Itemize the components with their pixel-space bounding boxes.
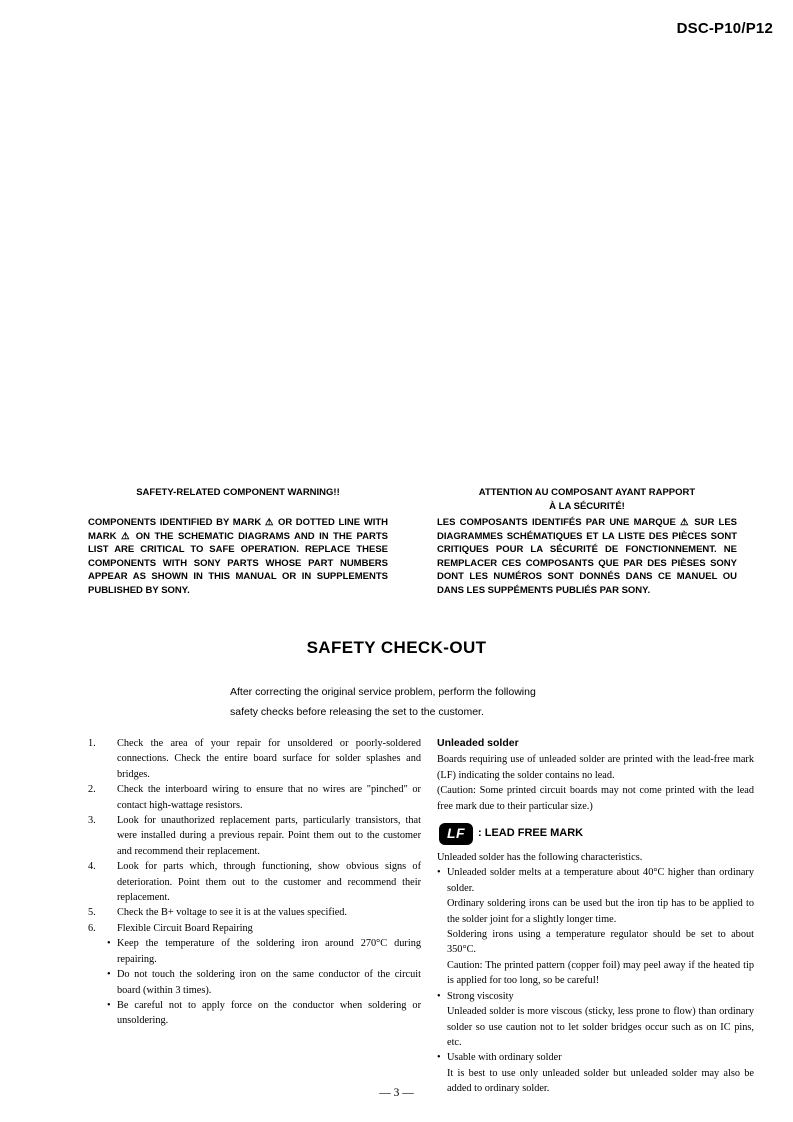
bullet-text: Be careful not to apply force on the conductor when soldering or unsoldering. bbox=[117, 999, 421, 1027]
item-number: 4. bbox=[88, 861, 96, 873]
check-item-6-bullet-1 bbox=[88, 936, 421, 967]
warning-body-en: COMPONENTS IDENTIFIED BY MARK ⚠ OR DOTTED LINE WITH MARK ⚠ ON THE SCHEMATIC DIAGRAMS AND IN THE PARTS LIST ARE CRITICAL TO SAFE OPERATION. REPLACE THESE COMPONENTS WITH SONY PARTS WHOSE PART NUMBERS APPEAR AS SHOWN IN THIS MANUAL OR IN SUPPLEMENTS PUBLISHED BY SONY. bbox=[88, 517, 388, 596]
lead-free-mark-icon: LF bbox=[439, 823, 473, 845]
check-item-2 bbox=[88, 782, 421, 813]
section-title-safety-check-out: SAFETY CHECK-OUT bbox=[306, 638, 487, 657]
model-number: DSC-P10/P12 bbox=[676, 20, 773, 37]
bullet-line: Soldering irons using a temperature regulator should be set to about 350°C. bbox=[447, 929, 754, 956]
warning-title-en: SAFETY-RELATED COMPONENT WARNING!! bbox=[136, 487, 340, 498]
item-text: Look for parts which, through functioning, show obvious signs of deterioration. Point them out to the customer and recommend their replacement. bbox=[117, 861, 421, 904]
lead-free-mark-row bbox=[439, 823, 754, 845]
check-item-5 bbox=[88, 905, 421, 920]
item-number: 1. bbox=[88, 738, 96, 749]
item-text: Check the area of your repair for unsoldered or poorly-soldered connections. Check the entire board surface for solder splashes and bridges. bbox=[117, 738, 421, 780]
unleaded-solder-section bbox=[437, 736, 754, 1097]
checkout-intro bbox=[230, 682, 536, 722]
bullet-line: Strong viscosity bbox=[447, 990, 514, 1002]
item-number: 3. bbox=[88, 815, 96, 827]
bullet-line: Ordinary soldering irons can be used but the iron tip has to be applied to the solder joint for a slightly longer time. bbox=[447, 898, 754, 925]
lead-free-mark-label: : LEAD FREE MARK bbox=[478, 827, 584, 840]
check-item-4 bbox=[88, 859, 421, 905]
bullet-line: Unleaded solder is more viscous (sticky, less prone to flow) than ordinary solder so use caution not to let solder bridges occur such as on IC pins, etc. bbox=[447, 1006, 754, 1048]
warning-title-fr-line1: ATTENTION AU COMPOSANT AYANT RAPPORT bbox=[478, 487, 696, 498]
item-text: Check the B+ voltage to see it is at the values specified. bbox=[117, 907, 347, 919]
item-text: Check the interboard wiring to ensure that no wires are "pinched" or contact high-wattage resistors. bbox=[117, 784, 421, 811]
item-text: Flexible Circuit Board Repairing bbox=[117, 922, 253, 934]
bullet-line: Unleaded solder melts at a temperature about 40°C higher than ordinary solder. bbox=[447, 867, 754, 894]
unleaded-paragraph-2: (Caution: Some printed circuit boards may not come printed with the lead free mark due to their particular size.) bbox=[437, 785, 754, 812]
bullet-line: It is best to use only unleaded solder but unleaded solder may also be added to ordinary solder. bbox=[447, 1067, 754, 1095]
item-number: 6. bbox=[88, 922, 96, 934]
check-item-6-bullet-3 bbox=[88, 998, 421, 1029]
bullet-icon: • bbox=[437, 990, 441, 1002]
bullet-text: Do not touch the soldering iron on the same conductor of the circuit board (within 3 times). bbox=[117, 969, 421, 996]
unleaded-bullet-2 bbox=[437, 989, 754, 1051]
bullet-icon: • bbox=[107, 969, 111, 981]
warning-body-fr: LES COMPOSANTS IDENTIFÉS PAR UNE MARQUE ⚠ SUR LES DIAGRAMMES SCHÉMATIQUES ET LA LISTE DES PIÈCES SONT CRITIQUES POUR LA SÉCURITÉ DE FONCTIONNEMENT. NE REMPLACER CES COMPOSANTS QUE PAR DES PIÈSES SONY DONT LES NUMÉROS SONT DONNÉS DANS CE MANUEL OU DANS LES SUPPÉMENTS PUBLIÉS PAR SONY. bbox=[437, 517, 737, 596]
page-number: — 3 — bbox=[379, 1087, 414, 1099]
unleaded-bullet-1 bbox=[437, 865, 754, 988]
bullet-icon: • bbox=[107, 938, 111, 950]
item-text: Look for unauthorized replacement parts, particularly transistors, that were installed during a previous repair. Point them out to the customer and recommend their replacement. bbox=[117, 815, 421, 857]
unleaded-paragraph-1: Boards requiring use of unleaded solder are printed with the lead-free mark (LF) indicating the solder contains no lead. bbox=[437, 754, 754, 781]
checkout-intro-line2: safety checks before releasing the set to the customer. bbox=[230, 706, 484, 718]
safety-warning-english bbox=[88, 486, 388, 597]
checkout-intro-line1: After correcting the original service problem, perform the following bbox=[230, 686, 536, 698]
check-item-1 bbox=[88, 736, 421, 782]
safety-check-list bbox=[88, 736, 421, 1029]
unleaded-solder-heading: Unleaded solder bbox=[437, 737, 519, 749]
bullet-text: Keep the temperature of the soldering iron around 270°C during repairing. bbox=[117, 938, 421, 965]
item-number: 2. bbox=[88, 784, 96, 796]
item-number: 5. bbox=[88, 907, 96, 919]
bullet-text-block bbox=[447, 865, 754, 988]
bullet-icon: • bbox=[437, 867, 441, 879]
unleaded-paragraph-3: Unleaded solder has the following characteristics. bbox=[437, 852, 643, 864]
bullet-line: Usable with ordinary solder bbox=[447, 1052, 562, 1064]
check-item-6-bullet-2 bbox=[88, 967, 421, 998]
bullet-icon: • bbox=[107, 999, 111, 1011]
check-item-3 bbox=[88, 813, 421, 859]
safety-warning-french bbox=[437, 486, 737, 597]
bullet-line: Caution: The printed pattern (copper foil) may peel away if the heated tip is applied for too long, so be careful! bbox=[447, 959, 754, 987]
bullet-text-block bbox=[447, 989, 754, 1051]
bullet-icon: • bbox=[437, 1052, 441, 1064]
warning-title-fr-line2: À LA SÉCURITÉ! bbox=[549, 500, 625, 512]
warning-title-fr bbox=[437, 486, 737, 513]
check-item-6 bbox=[88, 921, 421, 936]
